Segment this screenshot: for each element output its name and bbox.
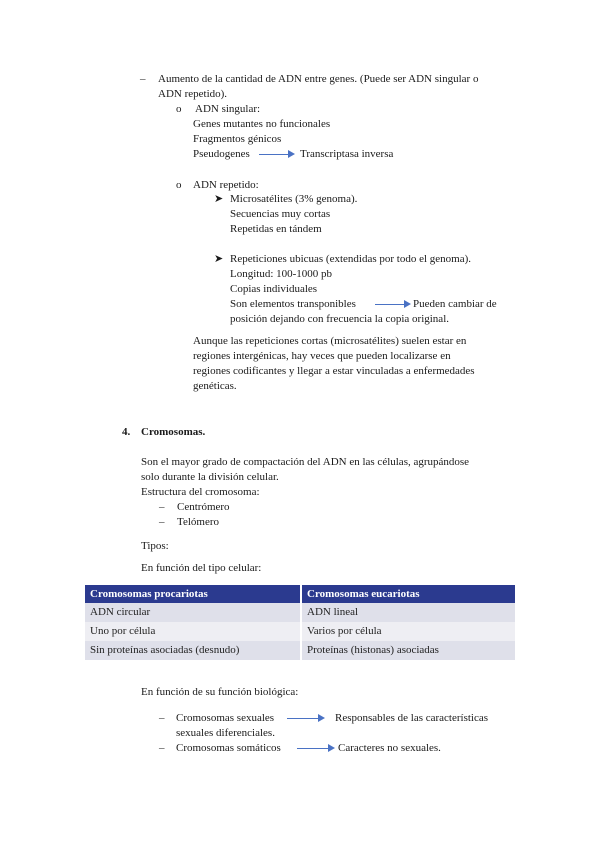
repetido-title: ADN repetido:	[193, 179, 259, 191]
list-dash: –	[159, 501, 165, 513]
micro-item: Secuencias muy cortas	[230, 208, 331, 220]
right-arrow-icon	[297, 744, 335, 752]
right-arrow-icon	[287, 714, 325, 722]
sexuales-target: Responsables de las características	[335, 712, 489, 724]
structure-item: Telómero	[177, 516, 219, 528]
structure-title: Estructura del cromosoma:	[141, 486, 260, 498]
arrowhead-bullet-icon: ➤	[214, 193, 224, 205]
structure-item: Centrómero	[177, 501, 230, 513]
circle-bullet: o	[176, 103, 182, 115]
somaticos-label: Cromosomas somáticos	[176, 742, 281, 754]
section-title: Cromosomas.	[141, 426, 206, 438]
table-cell: ADN lineal	[301, 603, 515, 622]
section-number: 4.	[122, 426, 131, 438]
note-line: regiones codificantes y llegar a estar vinculadas a enfermedades	[193, 365, 475, 377]
list-dash: –	[140, 73, 146, 85]
transpon-line-2: posición dejando con frecuencia la copia original.	[230, 313, 449, 325]
note-line: genéticas.	[193, 380, 237, 392]
table-cell: Proteínas (histonas) asociadas	[301, 641, 515, 660]
singular-item: Fragmentos génicos	[193, 133, 282, 145]
intro-line-1: Aumento de la cantidad de ADN entre genes. (Puede ser ADN singular o	[158, 73, 479, 85]
celular-label: En función del tipo celular:	[141, 562, 262, 574]
pseudogenes-target: Transcriptasa inversa	[300, 148, 394, 160]
note-line: regiones intergénicas, hay veces que pueden localizarse en	[193, 350, 451, 362]
intro-line-2: ADN repetido).	[158, 88, 228, 100]
table-cell: Uno por célula	[85, 622, 301, 641]
table-row	[85, 641, 515, 660]
table-cell: ADN circular	[85, 603, 301, 622]
list-dash: –	[159, 516, 165, 528]
sexuales-label: Cromosomas sexuales	[176, 712, 275, 724]
table-header-row	[85, 585, 515, 603]
sexuales-line-2: sexuales diferenciales.	[176, 727, 275, 739]
list-dash: –	[159, 742, 165, 754]
transpon-target: Pueden cambiar de	[413, 298, 497, 310]
chromosome-table	[85, 585, 515, 660]
ubicuas-item: Copias individuales	[230, 283, 318, 295]
ubicuas-title: Repeticiones ubicuas (extendidas por todo el genoma).	[230, 253, 472, 265]
tipos-label: Tipos:	[141, 540, 169, 552]
somaticos-target: Caracteres no sexuales.	[338, 742, 441, 754]
note-line: Aunque las repeticiones cortas (microsatélites) suelen estar en	[193, 335, 467, 347]
right-arrow-icon	[259, 150, 295, 158]
desc-line: solo durante la división celular.	[141, 471, 279, 483]
transpon-label: Son elementos transponibles	[230, 298, 356, 310]
arrowhead-bullet-icon: ➤	[214, 253, 224, 265]
right-arrow-icon	[375, 300, 411, 308]
table-row	[85, 622, 515, 641]
singular-item: Genes mutantes no funcionales	[193, 118, 331, 130]
table-header-cell: Cromosomas eucariotas	[301, 585, 515, 603]
desc-line: Son el mayor grado de compactación del ADN en las células, agrupándose	[141, 456, 470, 468]
singular-title: ADN singular:	[195, 103, 261, 115]
table-cell: Varios por célula	[301, 622, 515, 641]
ubicuas-item: Longitud: 100-1000 pb	[230, 268, 333, 280]
biologica-label: En función de su función biológica:	[141, 686, 299, 698]
table-row	[85, 603, 515, 622]
pseudogenes-label: Pseudogenes	[193, 148, 250, 160]
micro-title: Microsatélites (3% genoma).	[230, 193, 358, 205]
micro-item: Repetidas en tándem	[230, 223, 322, 235]
table-cell: Sin proteínas asociadas (desnudo)	[85, 641, 301, 660]
circle-bullet: o	[176, 179, 182, 191]
table-header-cell: Cromosomas procariotas	[85, 585, 301, 603]
list-dash: –	[159, 712, 165, 724]
